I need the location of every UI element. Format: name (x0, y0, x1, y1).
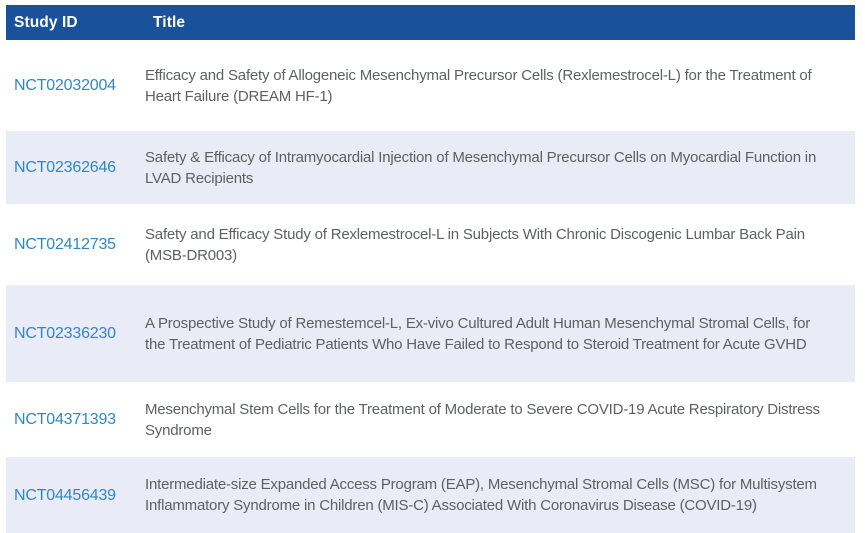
study-title-cell: Efficacy and Safety of Allogeneic Mesenchymal Precursor Cells (Rexlemestrocel-L) for the Treatment of Heart Failure (DREAM HF-1) (145, 40, 855, 131)
study-id-link[interactable]: NCT02412735 (14, 236, 116, 253)
table-row (6, 285, 855, 382)
table-row (6, 204, 855, 285)
study-id-cell (6, 457, 145, 533)
table-header-row (6, 5, 855, 40)
study-id-cell (6, 131, 145, 204)
col-header-title: Title (145, 5, 855, 40)
table-row (6, 382, 855, 457)
study-id-link[interactable]: NCT02336230 (14, 325, 116, 342)
study-id-cell (6, 204, 145, 285)
study-results-table (6, 5, 855, 533)
table-row (6, 131, 855, 204)
study-id-link[interactable]: NCT04456439 (14, 486, 116, 504)
study-id-cell (6, 285, 145, 382)
study-title-cell: Safety and Efficacy Study of Rexlemestrocel-L in Subjects With Chronic Discogenic Lumbar Back Pain (MSB-DR003) (145, 204, 855, 285)
study-id-link[interactable]: NCT02362646 (14, 159, 116, 176)
col-header-study-id: Study ID (6, 5, 145, 40)
study-results-table-container (6, 5, 855, 514)
study-id-cell (6, 382, 145, 457)
study-id-cell (6, 40, 145, 131)
study-title-cell: Safety & Efficacy of Intramyocardial Injection of Mesenchymal Precursor Cells on Myocardial Function in LVAD Recipients (145, 131, 855, 204)
study-id-link[interactable]: NCT04371393 (14, 411, 116, 428)
study-title-cell: Intermediate-size Expanded Access Program (EAP), Mesenchymal Stromal Cells (MSC) for Multisystem Inflammatory Syndrome in Children (MIS-C) Associated With Coronavirus Disease (COVID-19) (145, 457, 855, 533)
study-title-cell: Mesenchymal Stem Cells for the Treatment of Moderate to Severe COVID-19 Acute Respiratory Distress Syndrome (145, 382, 855, 457)
table-row (6, 457, 855, 533)
study-title-cell: A Prospective Study of Remestemcel-L, Ex-vivo Cultured Adult Human Mesenchymal Stromal Cells, for the Treatment of Pediatric Patients Who Have Failed to Respond to Steroid Treatment for Acute GVHD (145, 285, 855, 382)
table-row (6, 40, 855, 131)
study-id-link[interactable]: NCT02032004 (14, 77, 116, 94)
